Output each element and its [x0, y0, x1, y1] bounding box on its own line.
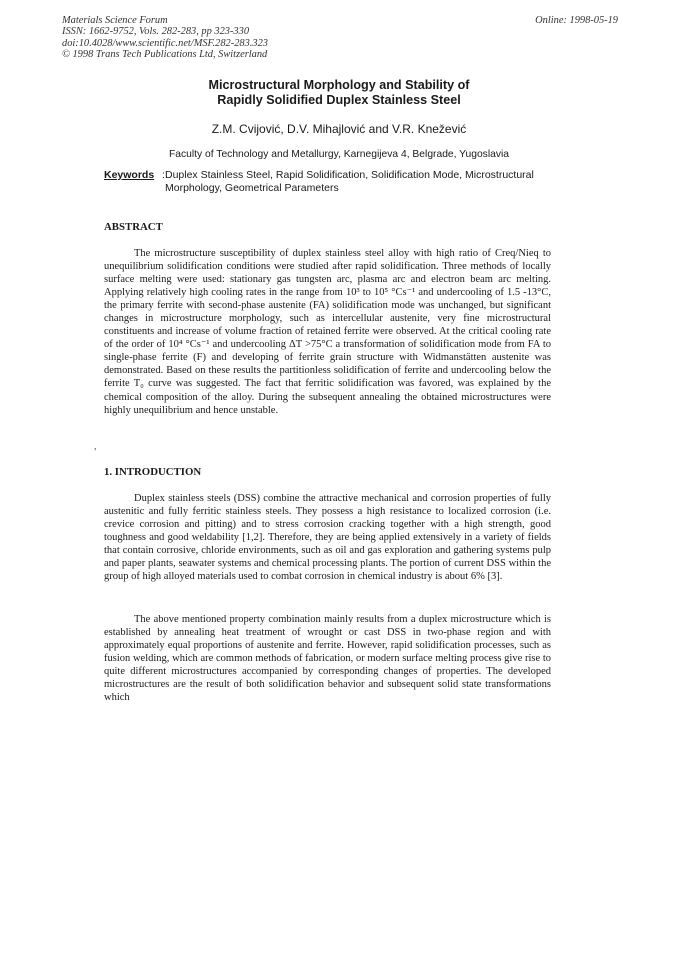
- keywords-block: [104, 169, 566, 195]
- authors: Z.M. Cvijović, D.V. Mihajlović and V.R. Knežević: [211, 122, 467, 136]
- introduction-para-2: [104, 613, 551, 704]
- title-line-2: Rapidly Solidified Duplex Stainless Steel: [217, 93, 461, 107]
- abstract-body: [104, 247, 551, 417]
- copyright-line: © 1998 Trans Tech Publications Ltd, Switzerland: [62, 49, 268, 61]
- keywords-text: Duplex Stainless Steel, Rapid Solidification, Solidification Mode, Microstructural Morphology, Geometrical Parameters: [165, 169, 534, 194]
- abstract-text: The microstructure susceptibility of duplex stainless steel alloy with high ratio of Creq/Nieq to unequilibrium solidification conditions were studied after rapid solidification. Three methods of locally surface melting were used: stationary gas tungsten arc, plasma arc and electron beam arc melting. Applying relatively high cooling rates in the range from 10³ to 10⁵ °Cs⁻¹ and undercooling of 1.5 -13°C, the primary ferrite with second-phase austenite (FA) solidification mode was unchanged, but significant changes in microstructure morphology, such as intercellular austenite, very fine microstructural constituents and increase of volume fraction of retained ferrite were observed. At the critical cooling rate of the order of 10⁴ °Cs⁻¹ and undercooling ΔT >75°C a transformation of solidification mode from FA to single-phase ferrite (F) and developing of ferrite grain structure with Widmanstätten austenite was demonstrated. Based on these results the partitionless solidification of ferrite and undercooling below the ferrite T₀ curve was suggested. The fact that ferritic solidification was favored, was explained by the chemical composition of the alloy. During the subsequent annealing the obtained microstructures were highly unequilibrium and hence unstable.: [104, 248, 551, 416]
- journal-name: Materials Science Forum: [62, 15, 168, 26]
- affiliation: Faculty of Technology and Metallurgy, Karnegijeva 4, Belgrade, Yugoslavia: [168, 149, 509, 160]
- paper-title: [0, 78, 678, 108]
- introduction-heading: 1. INTRODUCTION: [104, 466, 202, 478]
- doi-line: doi:10.4028/www.scientific.net/MSF.282-283.323: [62, 37, 268, 49]
- introduction-para-1: [104, 492, 551, 583]
- issn-line: ISSN: 1662-9752, Vols. 282-283, pp 323-330: [62, 26, 250, 38]
- abstract-heading: ABSTRACT: [104, 221, 163, 233]
- journal-header: [62, 15, 268, 61]
- keywords-label: Keywords: [104, 169, 155, 181]
- introduction-text-1: Duplex stainless steels (DSS) combine the attractive mechanical and corrosion properties of fully austenitic and fully ferritic stainless steels. They possess a high resistance to localized corrosion (i.e. crevice corrosion and pitting) and to stress corrosion cracking together with a high strength, good toughness and good weldability [1,2]. Therefore, they are being applied extensively in a variety of fields that contain corrosive, chloride environments, such as oil and gas exploration and gathering systems pulp and paper plants, seawater systems and chemical processing plants. The portion of current DSS within the group of high alloyed materials used to combat corrosion in chemical industry is about 6% [3].: [104, 493, 551, 583]
- title-line-1: Microstructural Morphology and Stability of: [208, 78, 470, 92]
- margin-mark: ,: [94, 441, 97, 452]
- introduction-text-2: The above mentioned property combination mainly results from a duplex microstructure which is established by annealing heat treatment of wrought or cast DSS in two-phase region and with approximately equal proportions of austenite and ferrite. However, rapid solidification processes, such as fusion welding, which are common methods of fabrication, or modern surface melting process give rise to quite different microstructures accompanied by corresponding changes of properties. The developed microstructures are the result of both solidification behavior and subsequent solid state transformations which: [104, 614, 551, 704]
- keywords-colon: :: [162, 169, 165, 181]
- online-date: Online: 1998-05-19: [535, 15, 618, 26]
